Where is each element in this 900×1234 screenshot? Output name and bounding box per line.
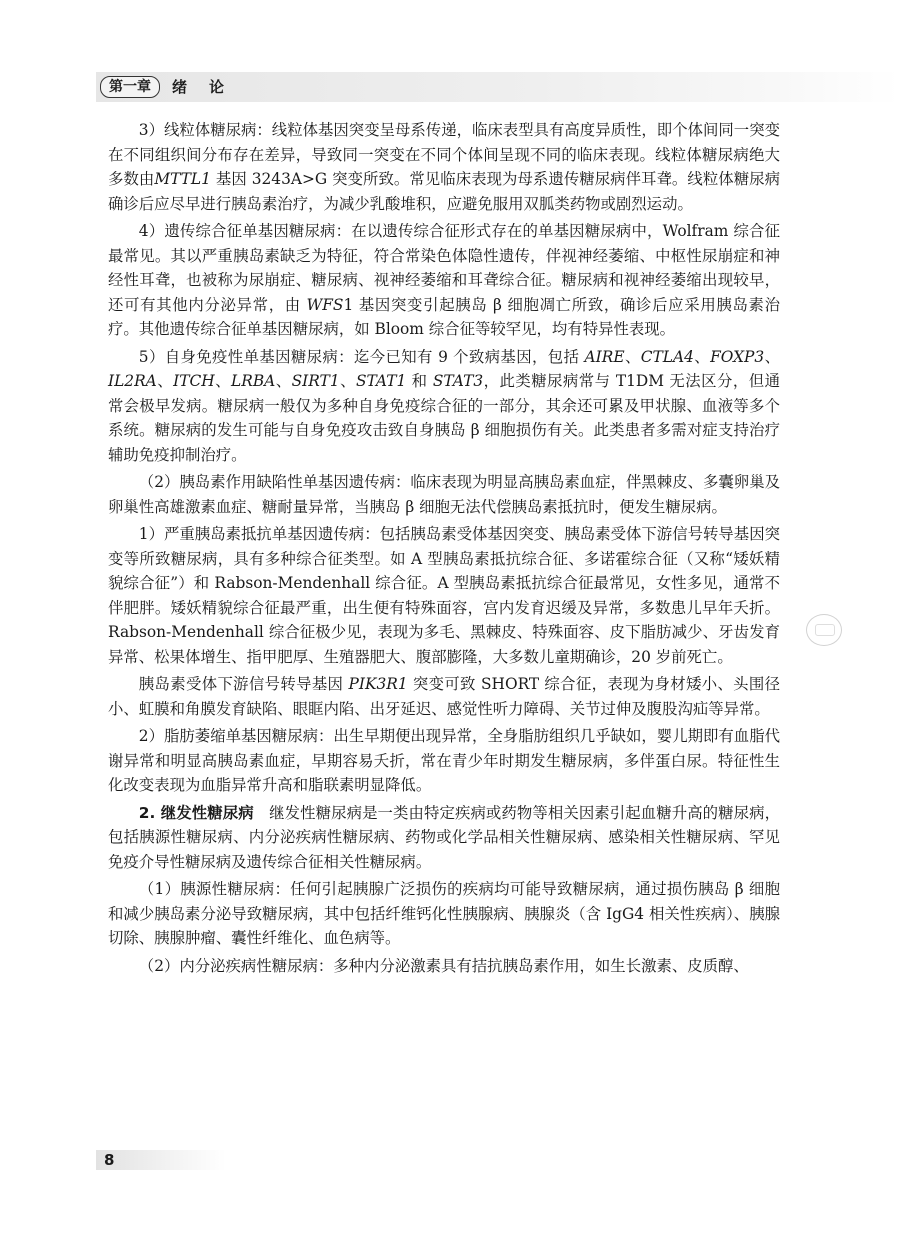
paragraph-secondary-diabetes: 2. 继发性糖尿病 继发性糖尿病是一类由特定疾病或药物等相关因素引起血糖升高的糖尿病，包括胰源性糖尿病、内分泌疾病性糖尿病、药物或化学品相关性糖尿病、感染相关性糖尿病、罕见免疫介导性糖尿病及遗传综合征相关性糖尿病。	[108, 803, 780, 871]
paragraph-autoimmune-diabetes: 5）自身免疫性单基因糖尿病：迄今已知有 9 个致病基因，包括 AIRE、CTLA4、FOXP3、IL2RA、ITCH、LRBA、SIRT1、STAT1 和 STAT3，此类糖尿病常与 T1DM 无法区分，但通常会极早发病。糖尿病一般仅为多种自身免疫综合征的一部分，其余还可累及甲状腺、血液等多个系统。糖尿病的发生可能与自身免疫攻击致自身胰岛 β 细胞损伤有关。此类患者多需对症支持治疗辅助免疫抑制治疗。	[108, 347, 780, 464]
paragraph-severe-insulin-resistance: 1）严重胰岛素抵抗单基因遗传病：包括胰岛素受体基因突变、胰岛素受体下游信号转导基因突变等所致糖尿病，具有多种综合征类型。如 A 型胰岛素抵抗综合征、多诺霍综合征（又称“矮妖精貌综合征”）和 Rabson-Mendenhall 综合征。A 型胰岛素抵抗综合征最常见，女性多见，通常不伴肥胖。矮妖精貌综合征最严重，出生便有特殊面容，宫内发育迟缓及异常，多数患儿早年夭折。Rabson-Mendenhall 综合征极少见，表现为多毛、黑棘皮、特殊面容、皮下脂肪减少、牙齿发育异常、松果体增生、指甲肥厚、生殖器肥大、腹部膨隆，大多数儿童期确诊，20 岁前死亡。	[108, 525, 780, 666]
footer-band	[96, 1150, 226, 1170]
page-number: 8	[104, 1151, 115, 1169]
stamp-icon	[806, 614, 842, 646]
paragraph-pancreatogenic-diabetes: （1）胰源性糖尿病：任何引起胰腺广泛损伤的疾病均可能导致糖尿病，通过损伤胰岛 β 细胞和减少胰岛素分泌导致糖尿病，其中包括纤维钙化性胰腺病、胰腺炎（含 IgG4 相关性疾病）、胰腺切除、胰腺肿瘤、囊性纤维化、血色病等。	[108, 880, 780, 947]
chapter-tag: 第一章	[100, 76, 160, 98]
paragraph-endocrine-diabetes: （2）内分泌疾病性糖尿病：多种内分泌激素具有拮抗胰岛素作用，如生长激素、皮质醇、	[138, 956, 749, 975]
body-text	[108, 118, 780, 981]
paragraph-short-syndrome: 胰岛素受体下游信号转导基因 PIK3R1 突变可致 SHORT 综合征，表现为身材矮小、头围径小、虹膜和角膜发育缺陷、眼眶内陷、出牙延迟、感觉性听力障碍、关节过伸及腹股沟疝等异常。	[108, 675, 780, 718]
paragraph-lipodystrophy-diabetes: 2）脂肪萎缩单基因糖尿病：出生早期便出现异常，全身脂肪组织几乎缺如，婴儿期即有血脂代谢异常和明显高胰岛素血症，早期容易夭折，常在青少年时期发生糖尿病，多伴蛋白尿。特征性生化改变表现为血脂异常升高和脂联素明显降低。	[108, 727, 780, 794]
chapter-title: 绪论	[172, 78, 247, 96]
paragraph-genetic-syndrome-diabetes: 4）遗传综合征单基因糖尿病：在以遗传综合征形式存在的单基因糖尿病中，Wolfram 综合征最常见。其以严重胰岛素缺乏为特征，符合常染色体隐性遗传，伴视神经萎缩、中枢性尿崩症和神经性耳聋，也被称为尿崩症、糖尿病、视神经萎缩和耳聋综合征。糖尿病和视神经萎缩出现较早，还可有其他内分泌异常，由 WFS1 基因突变引起胰岛 β 细胞凋亡所致，确诊后应采用胰岛素治疗。其他遗传综合征单基因糖尿病，如 Bloom 综合征等较罕见，均有特异性表现。	[108, 222, 780, 338]
paragraph-mitochondrial-diabetes: 3）线粒体糖尿病：线粒体基因突变呈母系传递，临床表型具有高度异质性，即个体间同一突变在不同组织间分布存在差异，导致同一突变在不同个体间呈现不同的临床表现。线粒体糖尿病绝大多数由MTTL1 基因 3243A>G 突变所致。常见临床表现为母系遗传糖尿病伴耳聋。线粒体糖尿病确诊后应尽早进行胰岛素治疗，为减少乳酸堆积，应避免服用双胍类药物或剧烈运动。	[108, 121, 780, 213]
paragraph-insulin-action-defect: （2）胰岛素作用缺陷性单基因遗传病：临床表现为明显高胰岛素血症，伴黑棘皮、多囊卵巢及卵巢性高雄激素血症、糖耐量异常，当胰岛 β 细胞无法代偿胰岛素抵抗时，便发生糖尿病。	[108, 473, 780, 516]
section-heading: 2. 继发性糖尿病	[138, 803, 254, 822]
